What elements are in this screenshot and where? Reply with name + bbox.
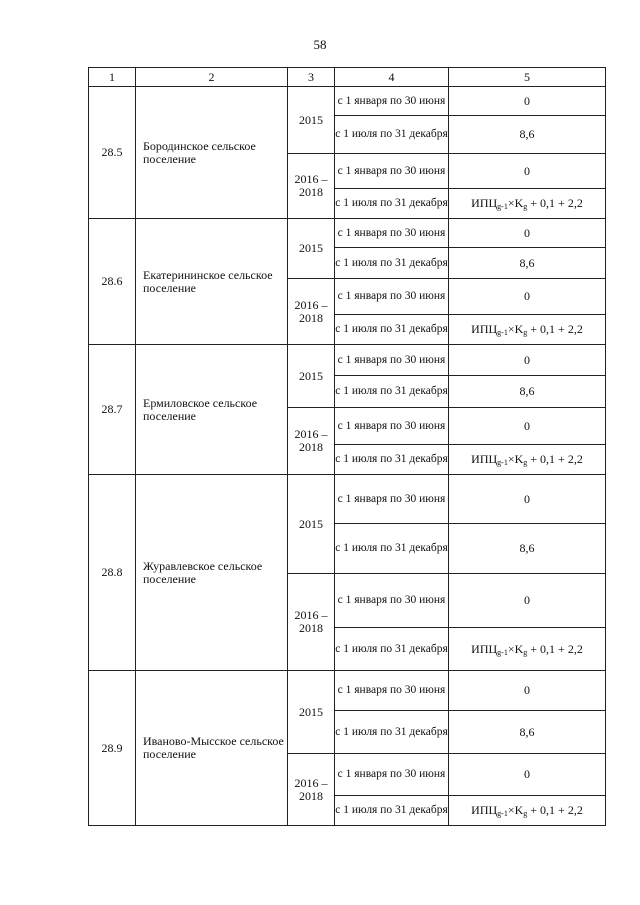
- page-number: 58: [313, 37, 327, 52]
- value-cell: 0: [449, 475, 606, 524]
- item-number: 28.9: [89, 671, 136, 826]
- value-cell: [449, 796, 606, 826]
- formula-coefficient: ×K: [507, 196, 524, 210]
- value-cell: 0: [449, 408, 606, 445]
- settlement-name: Журавлевское сельское поселение: [136, 475, 288, 671]
- value-cell: 0: [449, 279, 606, 315]
- item-number: 28.6: [89, 219, 136, 345]
- formula-tail: + 0,1 + 2,2: [527, 452, 583, 466]
- formula-main: ИПЦ: [471, 803, 498, 817]
- period-cell: с 1 июля по 31 декабря: [335, 445, 449, 475]
- formula-subscript: g-1: [497, 647, 508, 657]
- period-cell: с 1 января по 30 июня: [335, 671, 449, 711]
- period-cell: с 1 января по 30 июня: [335, 475, 449, 524]
- year-cell: 2016 – 2018: [288, 154, 335, 219]
- formula-coefficient: ×K: [507, 803, 524, 817]
- period-cell: с 1 июля по 31 декабря: [335, 189, 449, 219]
- period-cell: с 1 июля по 31 декабря: [335, 116, 449, 154]
- value-cell: 8,6: [449, 524, 606, 574]
- settlement-name: Ермиловское сельское поселение: [136, 345, 288, 475]
- table-row: [89, 219, 606, 248]
- formula-subscript: g-1: [497, 809, 508, 818]
- header-cell: 3: [288, 68, 335, 87]
- table-row: [89, 345, 606, 376]
- formula-tail: + 0,1 + 2,2: [527, 322, 583, 336]
- settlement-name: Екатерининское сельское поселение: [136, 219, 288, 345]
- tariff-table: [88, 67, 606, 826]
- table-row: [89, 87, 606, 116]
- year-cell: 2016 – 2018: [288, 408, 335, 475]
- value-cell: [449, 628, 606, 671]
- period-cell: с 1 января по 30 июня: [335, 408, 449, 445]
- period-cell: с 1 января по 30 июня: [335, 574, 449, 628]
- item-number: 28.7: [89, 345, 136, 475]
- value-cell: 0: [449, 345, 606, 376]
- value-cell: [449, 315, 606, 345]
- formula-coefficient: ×K: [507, 322, 524, 336]
- period-cell: с 1 июля по 31 декабря: [335, 376, 449, 408]
- period-cell: с 1 января по 30 июня: [335, 279, 449, 315]
- formula-main: ИПЦ: [471, 641, 498, 656]
- formula-subscript: g-1: [497, 328, 508, 337]
- item-number: 28.5: [89, 87, 136, 219]
- formula-tail: + 0,1 + 2,2: [527, 641, 583, 656]
- value-cell: 8,6: [449, 248, 606, 279]
- formula-tail: + 0,1 + 2,2: [527, 803, 583, 817]
- table-row: [89, 671, 606, 711]
- formula-main: ИПЦ: [471, 196, 498, 210]
- formula-coefficient: ×K: [507, 452, 524, 466]
- year-cell: 2016 – 2018: [288, 754, 335, 826]
- value-cell: [449, 445, 606, 475]
- period-cell: с 1 июля по 31 декабря: [335, 524, 449, 574]
- value-cell: 0: [449, 87, 606, 116]
- value-cell: 0: [449, 154, 606, 189]
- header-row: [89, 68, 606, 87]
- formula-main: ИПЦ: [471, 322, 498, 336]
- formula-subscript: g: [523, 202, 528, 211]
- year-cell: 2015: [288, 475, 335, 574]
- value-cell: [449, 189, 606, 219]
- value-cell: 8,6: [449, 711, 606, 754]
- year-cell: 2016 – 2018: [288, 279, 335, 345]
- period-cell: с 1 июля по 31 декабря: [335, 796, 449, 826]
- year-cell: 2015: [288, 671, 335, 754]
- formula-subscript: g-1: [497, 458, 508, 467]
- period-cell: с 1 января по 30 июня: [335, 154, 449, 189]
- formula-subscript: g: [523, 328, 528, 337]
- year-cell: 2015: [288, 87, 335, 154]
- header-cell: 4: [335, 68, 449, 87]
- year-cell: 2015: [288, 345, 335, 408]
- value-cell: 0: [449, 574, 606, 628]
- formula-subscript: g: [523, 458, 528, 467]
- period-cell: с 1 января по 30 июня: [335, 87, 449, 116]
- period-cell: с 1 января по 30 июня: [335, 754, 449, 796]
- settlement-name: Бородинское сельское поселение: [136, 87, 288, 219]
- header-cell: 2: [136, 68, 288, 87]
- period-cell: с 1 января по 30 июня: [335, 219, 449, 248]
- value-cell: 0: [449, 754, 606, 796]
- period-cell: с 1 июля по 31 декабря: [335, 248, 449, 279]
- value-cell: 0: [449, 671, 606, 711]
- year-cell: 2015: [288, 219, 335, 279]
- period-cell: с 1 января по 30 июня: [335, 345, 449, 376]
- period-cell: с 1 июля по 31 декабря: [335, 711, 449, 754]
- formula-tail: + 0,1 + 2,2: [527, 196, 583, 210]
- header-cell: 5: [449, 68, 606, 87]
- item-number: 28.8: [89, 475, 136, 671]
- value-cell: 8,6: [449, 376, 606, 408]
- value-cell: 0: [449, 219, 606, 248]
- settlement-name: Иваново-Мысское сельское поселение: [136, 671, 288, 826]
- year-cell: 2016 – 2018: [288, 574, 335, 671]
- formula-subscript: g: [523, 809, 528, 818]
- header-cell: 1: [89, 68, 136, 87]
- formula-main: ИПЦ: [471, 452, 498, 466]
- table-row: [89, 475, 606, 524]
- formula-subscript: g-1: [497, 202, 508, 211]
- formula-subscript: g: [523, 647, 528, 657]
- value-cell: 8,6: [449, 116, 606, 154]
- formula-coefficient: ×K: [507, 641, 524, 656]
- period-cell: с 1 июля по 31 декабря: [335, 315, 449, 345]
- period-cell: с 1 июля по 31 декабря: [335, 628, 449, 671]
